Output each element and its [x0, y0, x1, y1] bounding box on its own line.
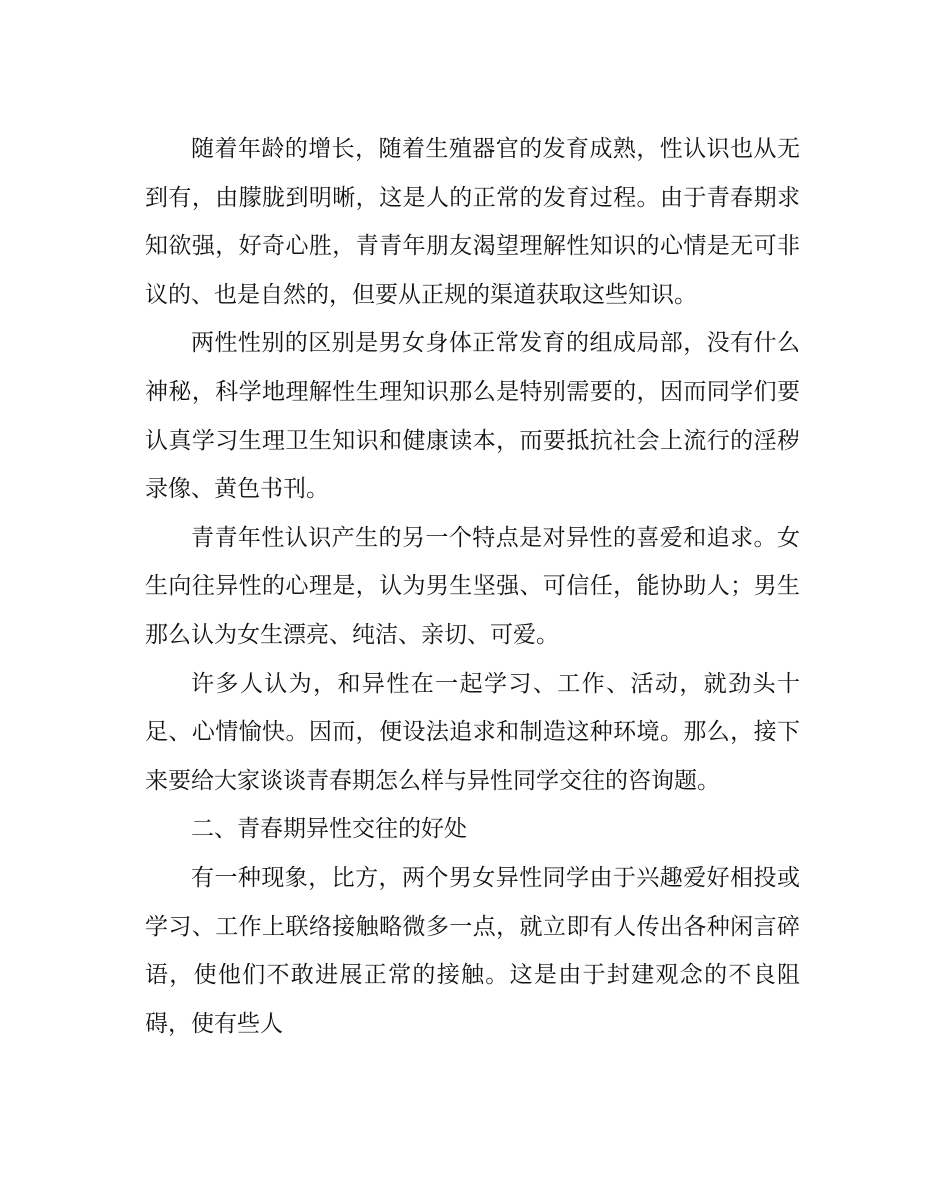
paragraph-attraction: 青青年性认识产生的另一个特点是对异性的喜爱和追求。女生向往异性的心理是，认为男生坚强、可信任，能协助人；男生那么认为女生漂亮、纯洁、亲切、可爱。 [145, 524, 800, 648]
paragraph-phenomenon: 有一种现象，比方，两个男女异性同学由于兴趣爱好相投或学习、工作上联络接触略微多一点，就立即有人传出各种闲言碎语，使他们不敢进展正常的接触。这是由于封建观念的不良阻碍，使有些人 [145, 864, 800, 1037]
section-heading: 二、青春期异性交往的好处 [191, 816, 467, 843]
document-body [145, 125, 800, 1048]
paragraph-gender-difference: 两性性别的区别是男女身体正常发育的组成局部，没有什么神秘，科学地理解性生理知识那么是特别需要的，因而同学们要认真学习生理卫生知识和健康读本，而要抵抗社会上流行的淫秽录像、黄色书刊。 [145, 330, 800, 503]
paragraph-interaction-intro: 许多人认为，和异性在一起学习、工作、活动，就劲头十足、心情愉快。因而，便设法追求和制造这种环境。那么，接下来要给大家谈谈青春期怎么样与异性同学交往的咨询题。 [145, 670, 800, 794]
paragraph-sex-awareness: 随着年龄的增长，随着生殖器官的发育成熟，性认识也从无到有，由朦胧到明晰，这是人的正常的发育过程。由于青春期求知欲强，好奇心胜，青青年朋友渴望理解性知识的心情是无可非议的、也是自然的，但要从正规的渠道获取这些知识。 [145, 136, 800, 308]
